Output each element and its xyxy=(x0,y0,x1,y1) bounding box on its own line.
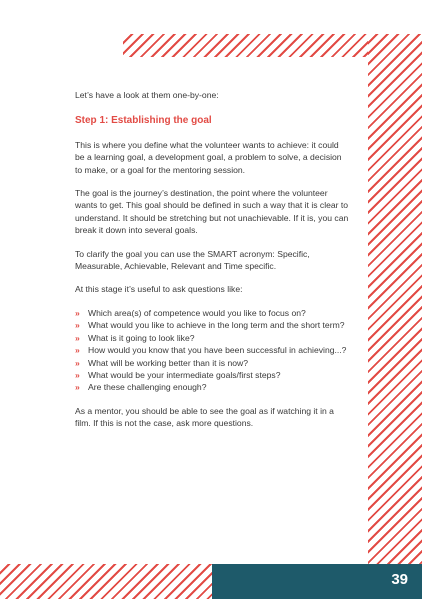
chevron-right-icon: » xyxy=(75,320,80,331)
page-number: 39 xyxy=(391,571,408,588)
closing-paragraph: As a mentor, you should be able to see the goal as if watching it in a film. If this is not the case, ask more questions. xyxy=(75,405,334,429)
paragraph: To clarify the goal you can use the SMART acronym: Specific, Measurable, Achievable, Relevant and Time specific. xyxy=(75,248,310,272)
chevron-right-icon: » xyxy=(75,332,80,343)
list-item xyxy=(75,319,350,331)
question-list xyxy=(75,307,350,394)
list-item xyxy=(75,357,350,369)
list-item-text: How would you know that you have been successful in achieving...? xyxy=(88,345,347,356)
list-item-text: What would be your intermediate goals/first steps? xyxy=(88,369,281,380)
chevron-right-icon: » xyxy=(75,382,80,393)
list-item xyxy=(75,344,350,356)
decorative-hatch-bottom xyxy=(0,564,212,599)
list-item xyxy=(75,369,350,381)
decorative-hatch-right xyxy=(368,34,422,564)
list-item xyxy=(75,381,350,393)
page-content xyxy=(75,89,350,441)
section-heading: Step 1: Establishing the goal xyxy=(75,115,212,127)
chevron-right-icon: » xyxy=(75,369,80,380)
chevron-right-icon: » xyxy=(75,307,80,318)
paragraph: At this stage it’s useful to ask questions like: xyxy=(75,284,243,295)
paragraph: The goal is the journey’s destination, the point where the volunteer wants to get. This goal should be defined in such a way that it is clear to understand. It should be stretching but not unachievable. If it is, you can break it down into several goals. xyxy=(75,188,349,236)
list-item xyxy=(75,332,350,344)
list-item-text: Which area(s) of competence would you like to focus on? xyxy=(88,307,306,318)
list-item-text: Are these challenging enough? xyxy=(88,382,207,393)
footer-bar xyxy=(212,564,422,599)
paragraph: This is where you define what the volunteer wants to achieve: it could be a learning goal, a development goal, a problem to solve, a decision to make, or a goal for the mentoring session. xyxy=(75,139,342,175)
list-item-text: What would you like to achieve in the long term and the short term? xyxy=(88,320,345,331)
chevron-right-icon: » xyxy=(75,345,80,356)
intro-text: Let’s have a look at them one-by-one: xyxy=(75,90,219,100)
list-item-text: What is it going to look like? xyxy=(88,332,195,343)
list-item xyxy=(75,307,350,319)
chevron-right-icon: » xyxy=(75,357,80,368)
list-item-text: What will be working better than it is now? xyxy=(88,357,249,368)
